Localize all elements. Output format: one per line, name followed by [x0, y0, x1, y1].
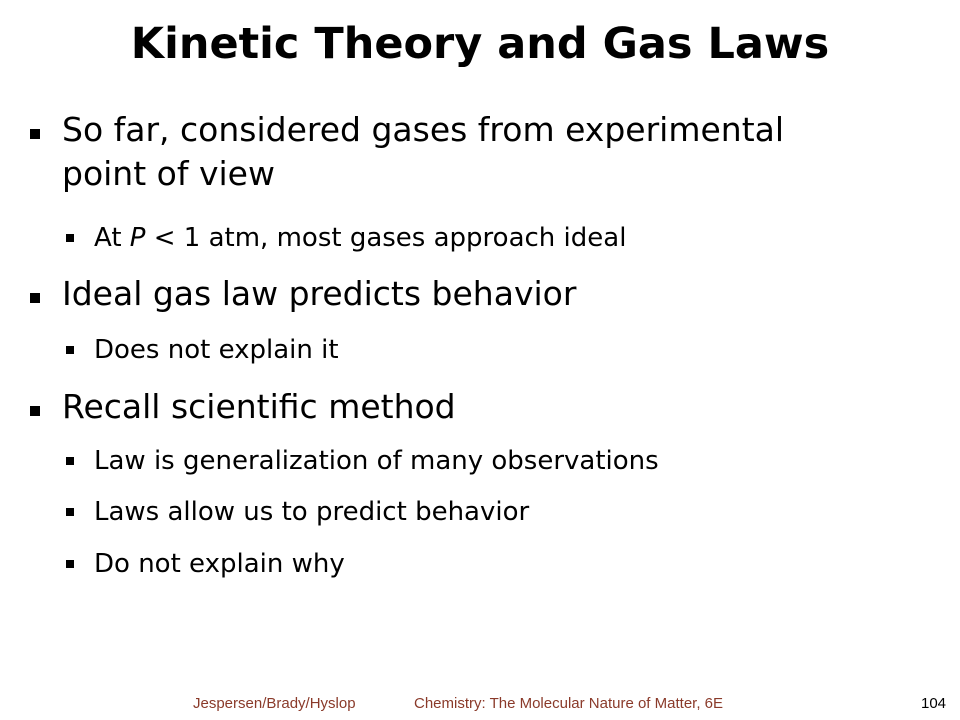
slide-title: Kinetic Theory and Gas Laws — [130, 19, 830, 69]
variable-p: P — [129, 223, 146, 253]
sub-bullet-text: Does not explain it — [94, 335, 339, 365]
sub-bullet-item — [66, 220, 626, 256]
footer-authors: Jespersen/Brady/Hyslop — [193, 695, 356, 712]
bullet-item — [30, 272, 576, 316]
footer-book-title: Chemistry: The Molecular Nature of Matter, 6E — [414, 695, 724, 712]
sub-bullet-text: Do not explain why — [94, 549, 345, 579]
sub-bullet-text: Law is generalization of many observations — [94, 446, 659, 476]
bullet-item — [30, 385, 456, 429]
bullet-text-line: So far, considered gases from experimental — [62, 110, 785, 149]
page-number: 104 — [921, 695, 947, 712]
square-bullet-icon — [66, 346, 74, 354]
square-bullet-icon — [30, 129, 40, 139]
sub-bullet-text: Laws allow us to predict behavior — [94, 497, 530, 527]
sub-bullet-item — [66, 332, 339, 368]
bullet-text: Ideal gas law predicts behavior — [62, 274, 577, 313]
bullet-text-line: point of view — [62, 154, 275, 193]
bullet-item — [30, 108, 784, 196]
bullet-text — [62, 108, 784, 196]
square-bullet-icon — [66, 560, 74, 568]
sub-bullet-item — [66, 494, 529, 530]
sub-bullet-item — [66, 546, 345, 582]
sub-bullet-item — [66, 443, 659, 479]
square-bullet-icon — [66, 234, 74, 242]
square-bullet-icon — [66, 508, 74, 516]
sub-bullet-text — [94, 220, 626, 256]
text-segment: < 1 atm, most gases approach ideal — [145, 223, 627, 253]
square-bullet-icon — [66, 457, 74, 465]
text-segment: At — [94, 223, 130, 253]
square-bullet-icon — [30, 406, 40, 416]
square-bullet-icon — [30, 293, 40, 303]
bullet-text: Recall scientific method — [62, 387, 456, 426]
